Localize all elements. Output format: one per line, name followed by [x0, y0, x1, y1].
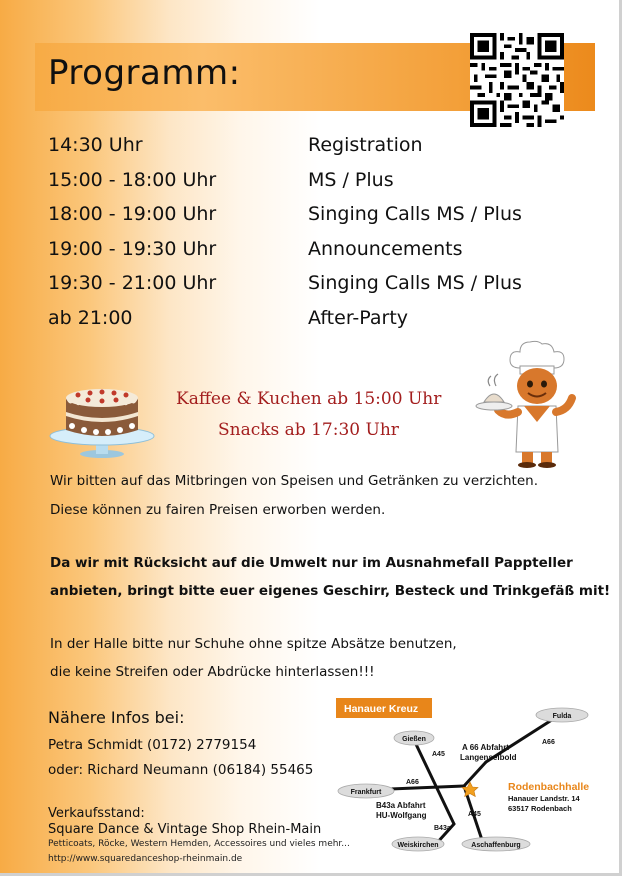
venue-name: Rodenbachhalle [508, 781, 590, 793]
food-line-snacks: Snacks ab 17:30 Uhr [218, 420, 399, 440]
stand-name: Square Dance & Vintage Shop Rhein-Main [48, 822, 322, 837]
schedule-time-6: ab 21:00 [48, 307, 133, 329]
schedule-activity-1: Registration [308, 134, 423, 156]
schedule-time-3: 18:00 - 19:00 Uhr [48, 203, 217, 225]
venue-street: Hanauer Landstr. 14 [508, 794, 580, 803]
place-frankfurt: Frankfurt [350, 789, 382, 796]
note-paragraph-1: Wir bitten auf das Mitbringen von Speisen und Getränken zu verzichten. [50, 473, 539, 489]
exit-b43a-line1: B43a Abfahrt [376, 801, 426, 810]
contact-2: oder: Richard Neumann (06184) 55465 [48, 762, 314, 778]
exit-a66-line2: Langenselbold [460, 753, 517, 762]
exit-a66-line1: A 66 Abfahrt [462, 743, 509, 752]
place-fulda: Fulda [552, 713, 572, 720]
road-label-a45-top: A45 [432, 751, 445, 758]
place-weiskirchen: Weiskirchen [397, 842, 439, 849]
food-line-coffee: Kaffee & Kuchen ab 15:00 Uhr [176, 389, 442, 409]
note-hall-1: In der Halle bitte nur Schuhe ohne spitze Absätze benutzen, [50, 636, 457, 652]
place-giessen: Gießen [402, 736, 426, 743]
road-label-a66-right: A66 [542, 739, 555, 746]
schedule-time-5: 19:30 - 21:00 Uhr [48, 272, 217, 294]
schedule-activity-3: Singing Calls MS / Plus [308, 203, 522, 225]
schedule-activity-4: Announcements [308, 238, 463, 260]
venue-city: 63517 Rodenbach [508, 804, 572, 813]
note-paragraph-2: Diese können zu fairen Preisen erworben werden. [50, 502, 386, 518]
stand-url-link[interactable]: http://www.squaredanceshop-rheinmain.de [48, 854, 243, 864]
schedule-activity-5: Singing Calls MS / Plus [308, 272, 522, 294]
schedule-activity-6: After-Party [308, 307, 409, 329]
page-title: Programm: [48, 53, 241, 93]
schedule-time-4: 19:00 - 19:30 Uhr [48, 238, 217, 260]
cake-icon [48, 368, 156, 460]
road-label-a45-right: A45 [468, 811, 481, 818]
stand-heading: Verkaufsstand: [48, 806, 145, 821]
info-heading: Nähere Infos bei: [48, 708, 185, 727]
exit-b43a-line2: HU-Wolfgang [376, 811, 427, 820]
note-bold-2: anbieten, bringt bitte euer eigenes Geschirr, Besteck und Trinkgefäß mit! [50, 583, 611, 599]
road-a66-mid [464, 762, 486, 786]
chef-icon [472, 340, 582, 468]
map-banner: Hanauer Kreuz [344, 703, 419, 715]
place-aschaffenburg: Aschaffenburg [471, 842, 521, 849]
note-hall-2: die keine Streifen oder Abdrücke hinterlassen!!! [50, 664, 375, 680]
contact-1: Petra Schmidt (0172) 2779154 [48, 737, 257, 753]
schedule-time-1: 14:30 Uhr [48, 134, 143, 156]
schedule-time-2: 15:00 - 18:00 Uhr [48, 169, 217, 191]
stand-subtitle: Petticoats, Röcke, Western Hemden, Accessoires und vieles mehr... [48, 839, 350, 849]
road-label-b43a: B43a [434, 825, 451, 832]
road-label-a66-left: A66 [406, 779, 419, 786]
schedule-activity-2: MS / Plus [308, 169, 394, 191]
note-bold-1: Da wir mit Rücksicht auf die Umwelt nur im Ausnahmefall Pappteller [50, 555, 573, 571]
qr-code-icon [470, 33, 564, 127]
directions-map [336, 698, 618, 858]
